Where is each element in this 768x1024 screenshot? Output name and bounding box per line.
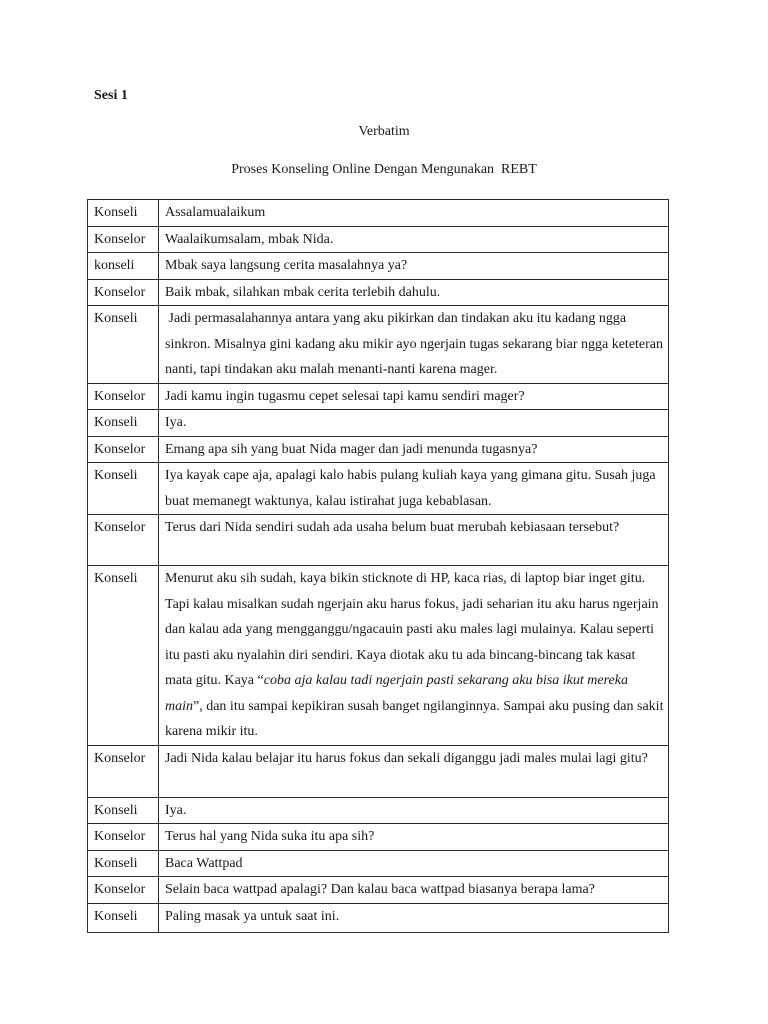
table-row: [88, 226, 669, 253]
speaker-cell: Konseli: [88, 566, 159, 746]
document-title: Verbatim: [358, 124, 410, 139]
table-row: [88, 410, 669, 437]
table-row: [88, 253, 669, 280]
utterance-cell: Iya.: [159, 410, 669, 437]
utterance-text: Menurut aku sih sudah, kaya bikin sticknote di HP, kaca rias, di laptop biar inget gitu. Tapi kalau misalkan sudah ngerjain aku harus fokus, jadi seharian itu aku harus ngerjain dan kalau ada yang mengganggu/ngacauin pasti aku males lagi mulainya. Kalau seperti itu pasti aku nyalahin diri sendiri. Kaya diotak aku tu ada bincang-bincang tak kasat mata gitu. Kaya “: [165, 571, 659, 688]
quoted-thought: coba aja kalau tadi ngerjain pasti sekarang aku bisa ikut mereka main: [165, 673, 628, 714]
utterance-text: ”, dan itu sampai kepikiran susah banget ngilanginnya. Sampai aku pusing dan sakit karena mikir itu.: [165, 698, 664, 739]
table-row: [88, 903, 669, 932]
table-row: [88, 306, 669, 384]
utterance-cell: Terus hal yang Nida suka itu apa sih?: [159, 824, 669, 851]
table-row: [88, 436, 669, 463]
utterance-cell: Iya.: [159, 797, 669, 824]
table-row: [88, 877, 669, 904]
utterance-cell: Assalamualaikum: [159, 200, 669, 227]
speaker-cell: Konselor: [88, 824, 159, 851]
utterance-cell: Jadi kamu ingin tugasmu cepet selesai tapi kamu sendiri mager?: [159, 383, 669, 410]
table-row: [88, 463, 669, 515]
utterance-cell: Waalaikumsalam, mbak Nida.: [159, 226, 669, 253]
utterance-cell: Emang apa sih yang buat Nida mager dan jadi menunda tugasnya?: [159, 436, 669, 463]
speaker-cell: Konseli: [88, 797, 159, 824]
utterance-cell: Iya kayak cape aja, apalagi kalo habis pulang kuliah kaya yang gimana gitu. Susah juga buat memanegt waktunya, kalau istirahat juga kebablasan.: [159, 463, 669, 515]
utterance-cell: Paling masak ya untuk saat ini.: [159, 903, 669, 932]
utterance-cell: Jadi permasalahannya antara yang aku pikirkan dan tindakan aku itu kadang ngga sinkron. Misalnya gini kadang aku mikir ayo ngerjain tugas sekarang biar ngga keteteran nanti, tapi tindakan aku malah menanti-nanti karena mager.: [159, 306, 669, 384]
speaker-cell: Konselor: [88, 515, 159, 566]
utterance-cell: [159, 566, 669, 746]
table-row: [88, 850, 669, 877]
speaker-cell: Konselor: [88, 436, 159, 463]
speaker-cell: Konseli: [88, 410, 159, 437]
speaker-cell: Konselor: [88, 226, 159, 253]
table-row: [88, 515, 669, 566]
utterance-cell: Selain baca wattpad apalagi? Dan kalau baca wattpad biasanya berapa lama?: [159, 877, 669, 904]
speaker-cell: konseli: [88, 253, 159, 280]
speaker-cell: Konselor: [88, 877, 159, 904]
session-heading: Sesi 1: [94, 88, 128, 103]
speaker-cell: Konseli: [88, 463, 159, 515]
utterance-cell: Terus dari Nida sendiri sudah ada usaha belum buat merubah kebiasaan tersebut?: [159, 515, 669, 566]
table-row: [88, 824, 669, 851]
verbatim-table: [87, 199, 669, 933]
table-row: [88, 200, 669, 227]
table-row: [88, 383, 669, 410]
table-row: [88, 279, 669, 306]
utterance-cell: Jadi Nida kalau belajar itu harus fokus dan sekali diganggu jadi males mulai lagi gitu?: [159, 745, 669, 797]
speaker-cell: Konseli: [88, 850, 159, 877]
utterance-cell: Mbak saya langsung cerita masalahnya ya?: [159, 253, 669, 280]
speaker-cell: Konseli: [88, 903, 159, 932]
table-row: [88, 745, 669, 797]
utterance-cell: Baca Wattpad: [159, 850, 669, 877]
speaker-cell: Konseli: [88, 200, 159, 227]
table-row: [88, 797, 669, 824]
document-subtitle: Proses Konseling Online Dengan Mengunakan REBT: [231, 162, 537, 177]
speaker-cell: Konselor: [88, 279, 159, 306]
speaker-cell: Konselor: [88, 383, 159, 410]
table-row: [88, 566, 669, 746]
speaker-cell: Konselor: [88, 745, 159, 797]
speaker-cell: Konseli: [88, 306, 159, 384]
utterance-cell: Baik mbak, silahkan mbak cerita terlebih dahulu.: [159, 279, 669, 306]
